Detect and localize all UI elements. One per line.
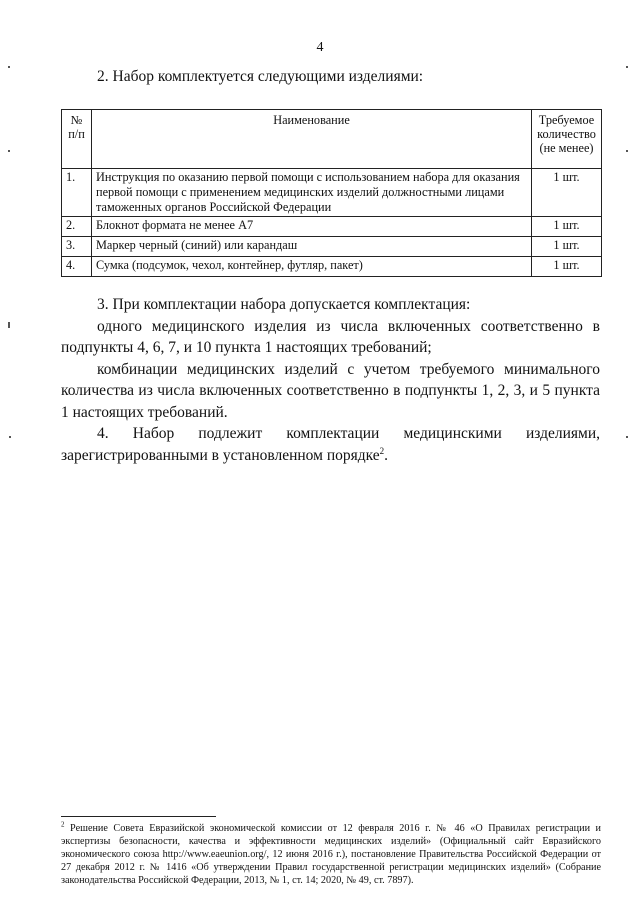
row-num: 1. [62,169,92,217]
footnote-marker: 2 [61,820,65,829]
footnote-separator [61,816,216,817]
scan-mark [626,150,628,152]
section-2-heading: 2. Набор комплектуется следующими изделиями: [97,68,424,85]
row-num: 4. [62,257,92,277]
row-num: 2. [62,217,92,237]
footnote-ref: 2 [379,445,385,456]
row-name: Блокнот формата не менее А7 [92,217,532,237]
section-3-para-2: комбинации медицинских изделий с учетом требуемого минимального количества из числа включенных соответственно в подпункты 1, 2, 3, и 5 пункта 1 настоящих требований. [61,360,600,421]
footnote-text: Решение Совета Евразийской экономической комиссии от 12 февраля 2016 г. № 46 «О Правилах регистрации и экспертизы безопасности, качества и эффективности медицинских изделий» (Официальный сайт Евразийского экономического союза http://www.eaeunion.org/, 12 июня 2016 г.), постановление Правительства Российской Федерации от 27 декабря 2012 г. № 1416 «Об утверждении Правил государственной регистрации медицинских изделий» (Собрание законодательства Российской Федерации, 2013, № 1, ст. 14; 2020, № 49, ст. 7897). [61,823,602,886]
header-qty: Требуемое количество (не менее) [532,110,602,169]
row-name: Маркер черный (синий) или карандаш [92,237,532,257]
section-4-text: 4. Набор подлежит комплектации медицинскими изделиями, зарегистрированными в установленном порядке [61,425,600,464]
table-row [62,257,602,277]
row-num: 3. [62,237,92,257]
table-header-row [62,110,602,169]
scan-mark [8,322,10,328]
header-num: № п/п [62,110,92,169]
header-name: Наименование [92,110,532,169]
table-row [62,237,602,257]
page-number: 4 [316,40,324,55]
scan-mark [8,66,10,68]
kit-items-table [61,109,602,277]
scan-mark [626,66,628,68]
footnote [61,822,601,887]
section-3-para-1: одного медицинского изделия из числа включенных соответственно в подпункты 4, 6, 7, и 10 пункта 1 настоящих требований; [61,317,600,356]
table-row [62,169,602,217]
scan-mark [9,436,11,438]
section-3 [61,294,600,466]
section-3-heading: 3. При комплектации набора допускается комплектация: [97,296,471,313]
row-qty: 1 шт. [532,257,602,277]
scan-mark [8,150,10,152]
row-qty: 1 шт. [532,237,602,257]
row-name: Инструкция по оказанию первой помощи с использованием набора для оказания первой помощи с применением медицинских изделий должностными лицами таможенных органов Российской Федерации [92,169,532,217]
row-qty: 1 шт. [532,169,602,217]
row-name: Сумка (подсумок, чехол, контейнер, футляр, пакет) [92,257,532,277]
scan-mark [626,436,628,438]
row-qty: 1 шт. [532,217,602,237]
table-row [62,217,602,237]
section-4-paragraph: 4. Набор подлежит комплектации медицинскими изделиями, зарегистрированными в установленном порядке$^2$. [61,425,600,464]
